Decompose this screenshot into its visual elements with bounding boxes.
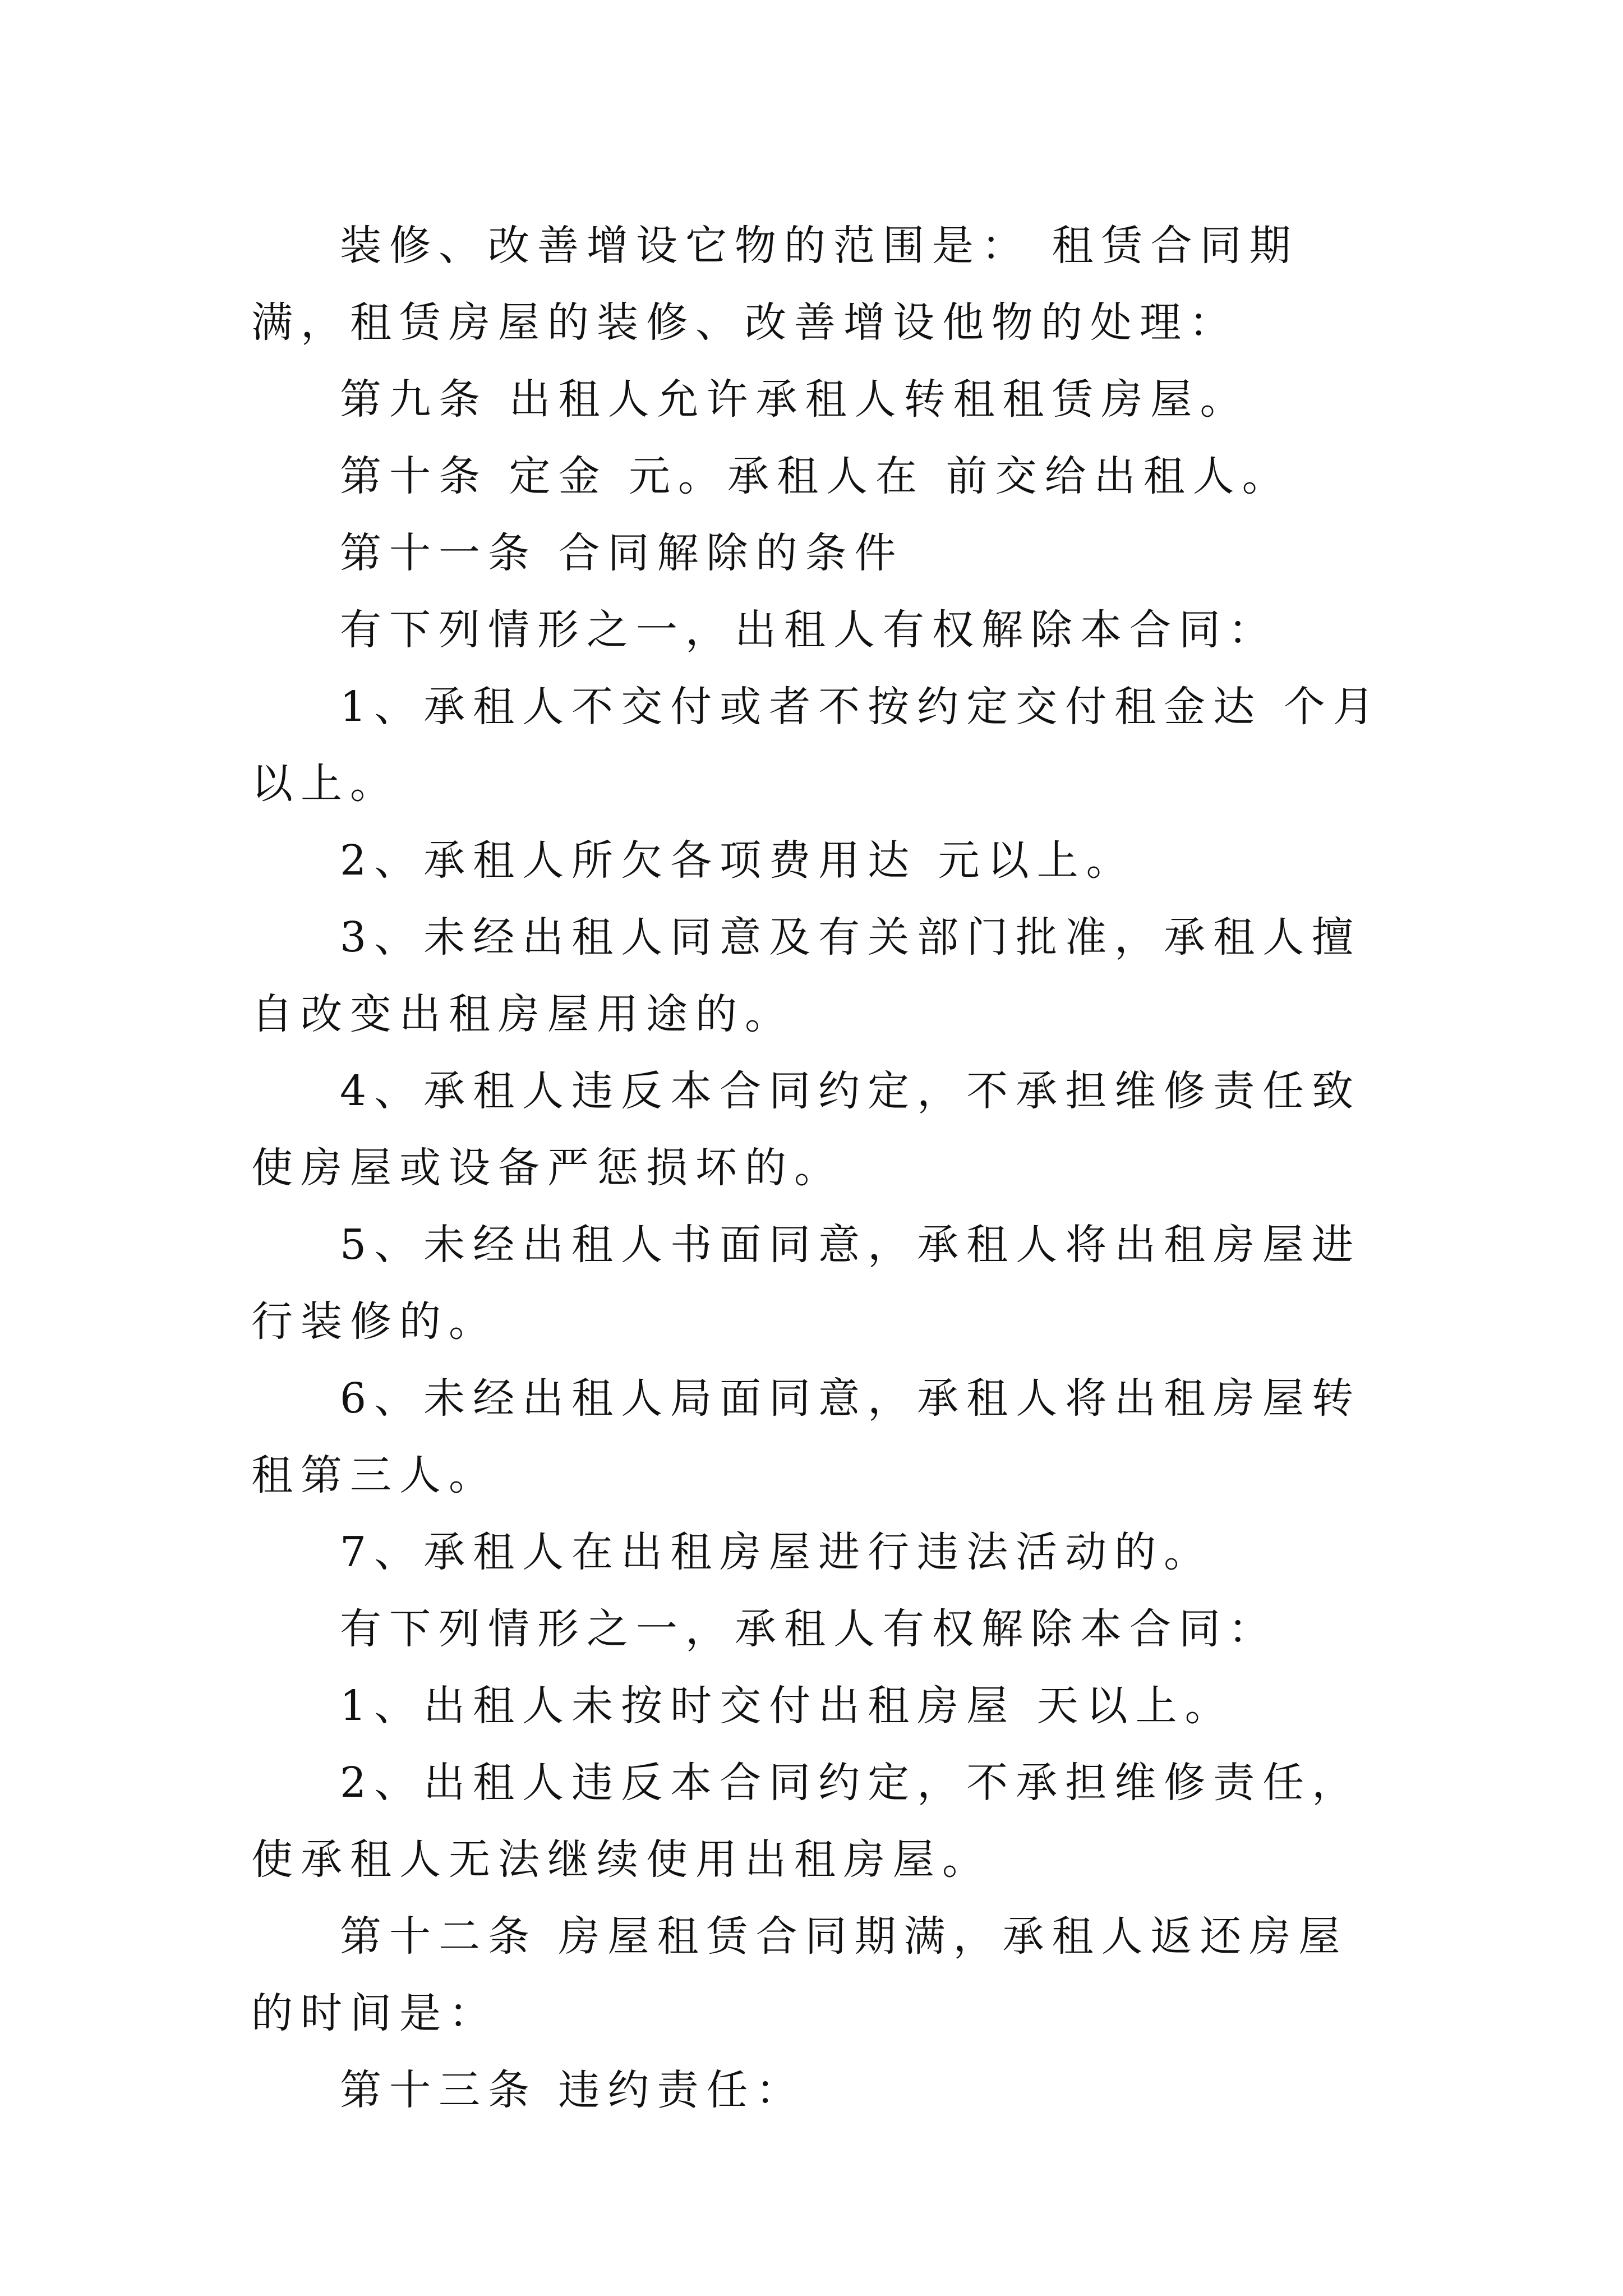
paragraph-lessee-condition-2: 2、出租人违反本合同约定，不承担维修责任，使承租人无法继续使用出租房屋。 xyxy=(251,1759,1362,1884)
paragraph-lessor-termination-intro: 有下列情形之一，出租人有权解除本合同： xyxy=(340,606,1278,654)
paragraph-lessor-condition-4: 4、承租人违反本合同约定，不承担维修责任致使房屋或设备严惩损坏的。 xyxy=(251,1067,1362,1192)
paragraph-article-12: 第十二条 房屋租赁合同期满，承租人返还房屋的时间是： xyxy=(251,1912,1348,2037)
paragraph-renovation-scope: 装修、改善增设它物的范围是： 租赁合同期满，租赁房屋的装修、改善增设他物的处理： xyxy=(251,222,1299,347)
paragraph-lessee-termination-intro: 有下列情形之一，承租人有权解除本合同： xyxy=(340,1605,1278,1653)
paragraph-lessor-condition-7: 7、承租人在出租房屋进行违法活动的。 xyxy=(340,1528,1214,1576)
paragraph-article-10: 第十条 定金 元。承租人在 前交给出租人。 xyxy=(340,452,1292,500)
paragraph-lessor-condition-5: 5、未经出租人书面同意，承租人将出租房屋进行装修的。 xyxy=(251,1221,1362,1346)
paragraph-article-11-heading: 第十一条 合同解除的条件 xyxy=(340,529,904,577)
paragraph-lessor-condition-6: 6、未经出租人局面同意，承租人将出租房屋转租第三人。 xyxy=(251,1374,1362,1499)
paragraph-article-13: 第十三条 违约责任： xyxy=(340,2066,805,2114)
paragraph-lessee-condition-1: 1、出租人未按时交付出租房屋 天以上。 xyxy=(340,1682,1234,1730)
paragraph-lessor-condition-2: 2、承租人所欠各项费用达 元以上。 xyxy=(340,836,1136,885)
paragraph-article-9: 第九条 出租人允许承租人转租租赁房屋。 xyxy=(340,375,1249,424)
paragraph-lessor-condition-3: 3、未经出租人同意及有关部门批准，承租人擅自改变出租房屋用途的。 xyxy=(251,913,1362,1038)
paragraph-lessor-condition-1: 1、承租人不交付或者不按约定交付租金达 个月以上。 xyxy=(251,683,1382,808)
document-body xyxy=(251,208,1390,2129)
